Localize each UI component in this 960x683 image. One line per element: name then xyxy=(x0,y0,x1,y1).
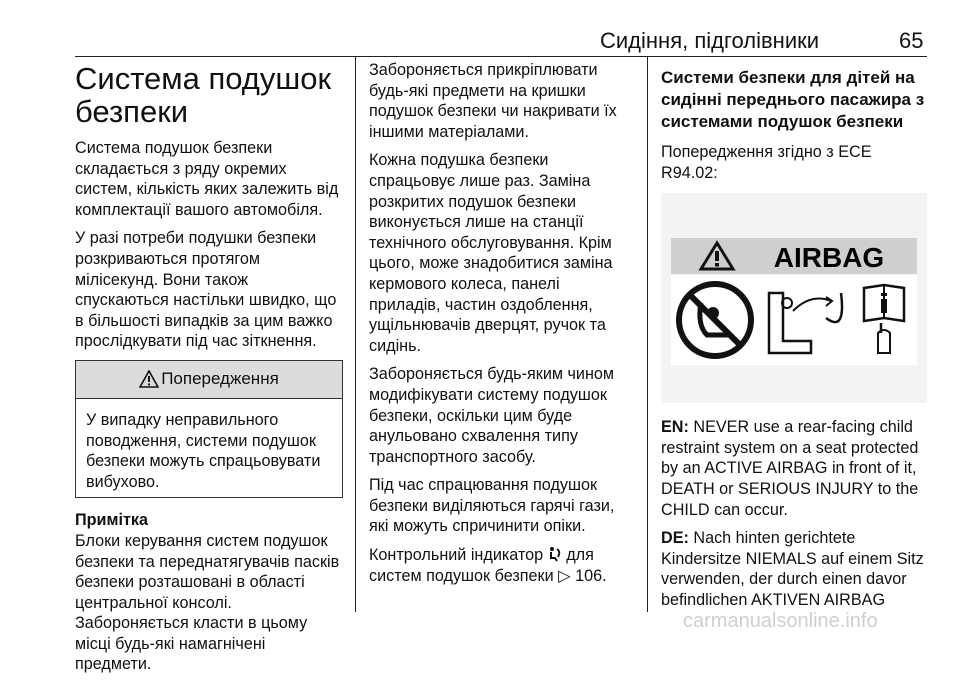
airbag-label-text: AIRBAG xyxy=(773,242,885,274)
en-label: EN: xyxy=(661,418,689,437)
column-2 xyxy=(369,60,635,594)
column-1 xyxy=(75,60,343,683)
header-rule xyxy=(75,56,927,57)
note-text: Блоки керування систем подушок безпеки та переднатягувачів пасків безпеки розташовані в області центральної консолі. Забороняється класти в цьому місці будь-які намагнічені предмети. xyxy=(75,531,340,674)
watermark: carmanualsonline.info xyxy=(683,610,878,632)
paragraph: Кожна подушка безпеки спрацьовує лише раз. Заміна розкритих подушок безпеки виконується лише на станції технічного обслуговування. Крім цього, може знадобитися заміна кермового колеса, панелі приладів, частин оздоблення, ущільнювачів дверцят, ручок та сидінь. xyxy=(369,151,613,355)
paragraph: Система подушок безпеки складається з ряду окремих систем, кількість яких залежить від комплектації вашого автомобіля. xyxy=(75,139,339,219)
paragraph: Забороняється будь-яким чином модифікувати систему подушок безпеки, оскільки цим буде анульовано схвалення типу транспортного засобу. xyxy=(369,365,615,466)
indicator-text: для систем подушок безпеки xyxy=(369,546,594,585)
paragraph: Забороняється прикріплювати будь-які предмети на кришки подушок безпеки чи накривати їх іншими матеріалами. xyxy=(369,61,617,141)
page-number: 65 xyxy=(899,28,924,53)
warning-triangle-icon xyxy=(139,370,159,388)
section-heading: Системи безпеки для дітей на сидінні переднього пасажира з системами подушок безпеки xyxy=(661,68,925,131)
column-divider-2 xyxy=(647,56,648,612)
paragraph: Попередження згідно з ECE R94.02: xyxy=(661,143,872,182)
warning-text: У випадку неправильного поводження, системи подушок безпеки можуть спрацьовувати вибухово. xyxy=(86,410,321,491)
page-ref-arrow-icon: ▷ xyxy=(558,566,571,585)
airbag-indicator-icon xyxy=(548,546,562,562)
paragraph: У разі потреби подушки безпеки розкриваються протягом мілісекунд. Вони також спускаються настільки швидко, що в більшості випадків за цим важко прослідкувати під час зіткнення. xyxy=(75,229,337,351)
indicator-text: Контрольний індикатор xyxy=(369,546,544,565)
column-divider-1 xyxy=(355,56,356,612)
german-warning xyxy=(661,528,927,610)
de-text: Nach hinten gerichtete Kindersitze NIEMALS auf einem Sitz verwenden, der durch einen davor befindlichen AKTIVEN AIRBAG xyxy=(661,529,924,609)
de-label: DE: xyxy=(661,529,689,548)
section-heading: Система подушок безпеки xyxy=(75,61,332,129)
warning-title: Попередження xyxy=(161,369,279,389)
page-reference[interactable]: 106. xyxy=(575,566,607,585)
paragraph: Під час спрацювання подушок безпеки виділяються гарячі гази, які можуть спричинити опіки. xyxy=(369,476,615,536)
english-warning xyxy=(661,417,927,520)
indicator-paragraph xyxy=(369,545,635,586)
warning-header xyxy=(76,361,342,399)
header-title: Сидіння, підголівники xyxy=(600,28,820,53)
column-3 xyxy=(661,60,927,619)
note-title: Примітка xyxy=(75,511,148,530)
airbag-warning-label xyxy=(661,193,927,403)
en-text: NEVER use a rear-facing child restraint system on a seat protected by an ACTIVE AIRBAG in front of it, DEATH or SERIOUS INJURY to the CHILD can occur. xyxy=(661,418,919,519)
warning-box xyxy=(75,360,343,498)
